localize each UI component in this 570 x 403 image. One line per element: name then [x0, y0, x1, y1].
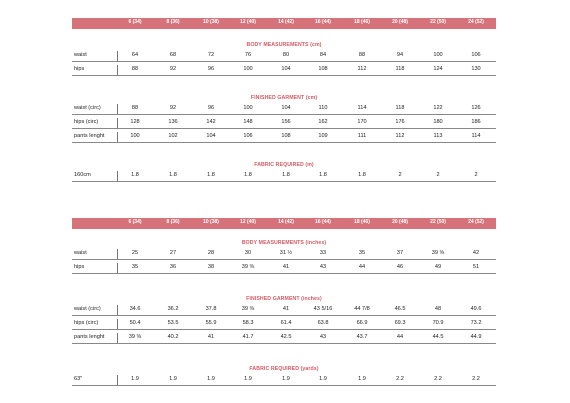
column-divider [117, 319, 118, 329]
table-row: pants lenght 39 ⅜ 40.2 41 41.7 42.5 43 43.7 44 44.5 44.9 [72, 332, 496, 344]
table-row: hips (circ) 50.4 53.5 55.9 58.3 61.4 63.8 66.9 69.3 70.9 73.2 [72, 318, 496, 330]
table-row: waist 25 27 28 30 31 ½ 33 35 37 39 ⅜ 42 [72, 248, 496, 260]
row-divider [72, 259, 496, 260]
column-divider [117, 333, 118, 343]
row-divider [72, 128, 496, 129]
section-title: FINISHED GARMENT (cm) [250, 95, 318, 101]
row-divider [72, 329, 496, 330]
column-divider [117, 171, 118, 181]
row-divider [72, 181, 496, 182]
row-divider [72, 142, 496, 143]
table2-size-header: 6 (34) 8 (36) 10 (38) 12 (40) 14 (42) 16 (44) 18 (46) 20 (48) 22 (50) 24 (52) [72, 218, 496, 229]
row-label: 63" [74, 376, 83, 382]
table-row: hips 35 36 38 39 ⅜ 41 43 44 46 49 51 [72, 262, 496, 274]
table-row: pants lenght 100 102 104 106 108 109 111 112 113 114 [72, 131, 496, 143]
table-row: 160cm 1.8 1.8 1.8 1.8 1.8 1.8 1.8 2 2 2 [72, 170, 496, 182]
table-row: hips 88 92 96 100 104 108 112 118 124 130 [72, 64, 496, 76]
column-divider [117, 118, 118, 128]
column-divider [117, 249, 118, 259]
row-label: waist (circ) [74, 306, 101, 312]
row-divider [72, 343, 496, 344]
section-title: FABRIC REQUIRED (yards) [249, 366, 319, 372]
section-title: FABRIC REQUIRED (m) [254, 162, 314, 168]
row-divider [72, 75, 496, 76]
row-label: waist [74, 52, 87, 58]
row-label: waist [74, 250, 87, 256]
table-row: 63" 1.9 1.9 1.9 1.9 1.9 1.9 1.9 2.2 2.2 2.2 [72, 374, 496, 386]
row-label: hips (circ) [74, 320, 99, 326]
section-title: BODY MEASUREMENTS (cm) [246, 42, 322, 48]
row-divider [72, 114, 496, 115]
table-row: waist 64 68 72 76 80 84 88 94 100 106 [72, 50, 496, 62]
column-divider [117, 375, 118, 385]
row-divider [72, 385, 496, 386]
row-divider [72, 315, 496, 316]
table-row: waist (circ) 34.6 36.2 37.8 39 ⅜ 41 43 5/16 44 7/8 46.5 48 49.6 [72, 304, 496, 316]
column-divider [117, 65, 118, 75]
row-label: hips [74, 264, 85, 270]
section-title: BODY MEASUREMENTS (inches) [241, 240, 327, 246]
row-label: 160cm [74, 172, 91, 178]
section-title: FINISHED GARMENT (inches) [246, 296, 322, 302]
row-label: hips (circ) [74, 119, 99, 125]
table1-size-header: 6 (34) 8 (36) 10 (38) 12 (40) 14 (42) 16 (44) 18 (46) 20 (48) 22 (50) 24 (52) [72, 18, 496, 29]
row-divider [72, 61, 496, 62]
row-label: waist (circ) [74, 105, 101, 111]
column-divider [117, 263, 118, 273]
row-label: pants lenght [74, 334, 105, 340]
table-row: hips (circ) 128 136 142 148 156 162 170 176 180 186 [72, 117, 496, 129]
table-row: waist (circ) 88 92 96 100 104 110 114 118 122 126 [72, 103, 496, 115]
column-divider [117, 51, 118, 61]
column-divider [117, 305, 118, 315]
row-label: pants lenght [74, 133, 105, 139]
column-divider [117, 104, 118, 114]
row-divider [72, 273, 496, 274]
column-divider [117, 132, 118, 142]
row-label: hips [74, 66, 85, 72]
